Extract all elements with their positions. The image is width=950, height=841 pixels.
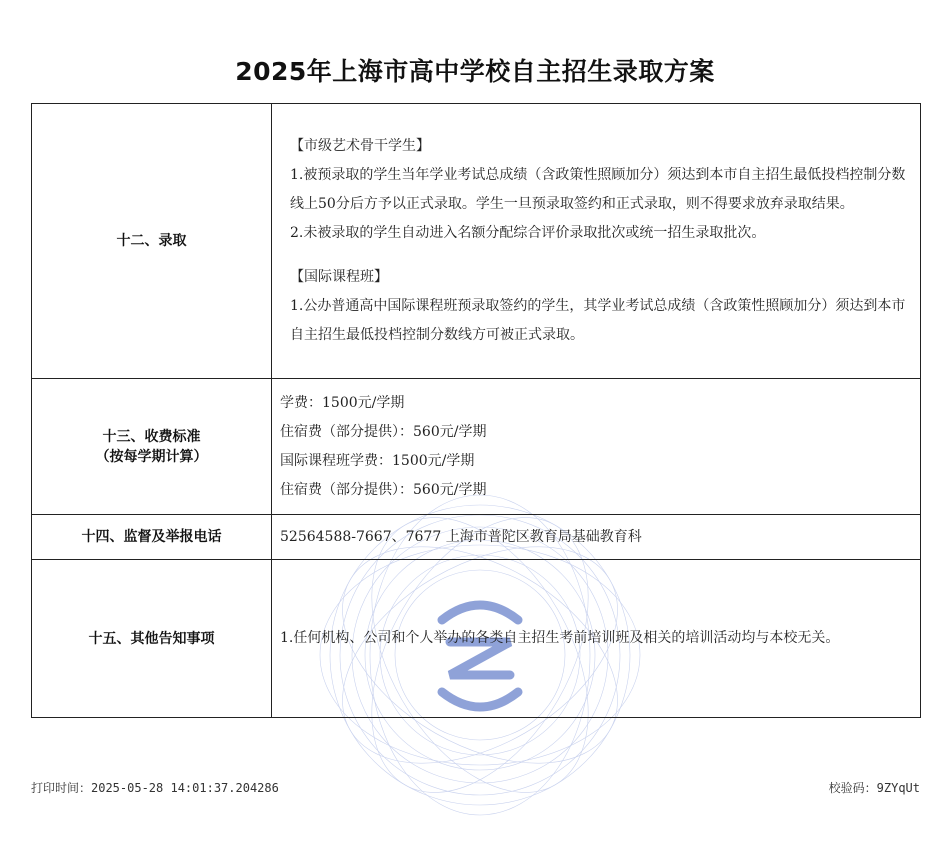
table-row-fees	[32, 379, 921, 515]
fees-content	[272, 379, 921, 515]
table-row-supervision	[32, 515, 921, 560]
fee-tuition: 学费：1500元/学期	[280, 394, 405, 411]
international-class-heading: 【国际课程班】	[290, 269, 388, 285]
row-label-admission: 十二、录取	[32, 104, 272, 379]
art-students-heading: 【市级艺术骨干学生】	[290, 138, 430, 154]
fee-international-accommodation: 住宿费（部分提供）：560元/学期	[280, 481, 487, 498]
international-class-item-1: 1.公办普通高中国际课程班预录取签约的学生，其学业考试总成绩（含政策性照顾加分）须达到本市自主招生最低投档控制分数线方可被正式录取。	[290, 298, 906, 343]
fees-label: 十三、收费标准	[102, 428, 201, 445]
admission-content	[272, 104, 921, 379]
verify-code: 校验码：9ZYqUt	[828, 781, 920, 795]
art-students-item-1: 1.被预录取的学生当年学业考试总成绩（含政策性照顾加分）须达到本市自主招生最低投档控制分数线上50分后方予以正式录取。学生一旦预录取签约和正式录取，则不得要求放弃录取结果。	[290, 167, 906, 212]
document-title: 2025年上海市高中学校自主招生录取方案	[235, 57, 715, 86]
table-row-other	[32, 560, 921, 718]
table-row-admission	[32, 104, 921, 379]
fee-accommodation: 住宿费（部分提供）：560元/学期	[280, 423, 487, 440]
fee-international-tuition: 国际课程班学费：1500元/学期	[280, 452, 475, 469]
print-time: 打印时间：2025-05-28 14:01:37.204286	[31, 781, 279, 795]
row-label-supervision: 十四、监督及举报电话	[32, 515, 272, 560]
row-label-fees	[32, 379, 272, 515]
other-notice: 1.任何机构、公司和个人举办的各类自主招生考前培训班及相关的培训活动均与本校无关。	[272, 560, 921, 718]
supervision-phone: 52564588-7667、7677 上海市普陀区教育局基础教育科	[272, 515, 921, 560]
fees-label-sub: （按每学期计算）	[95, 448, 208, 465]
art-students-item-2: 2.未被录取的学生自动进入名额分配综合评价录取批次或统一招生录取批次。	[290, 225, 766, 241]
row-label-other: 十五、其他告知事项	[32, 560, 272, 718]
admission-plan-table	[31, 103, 921, 718]
